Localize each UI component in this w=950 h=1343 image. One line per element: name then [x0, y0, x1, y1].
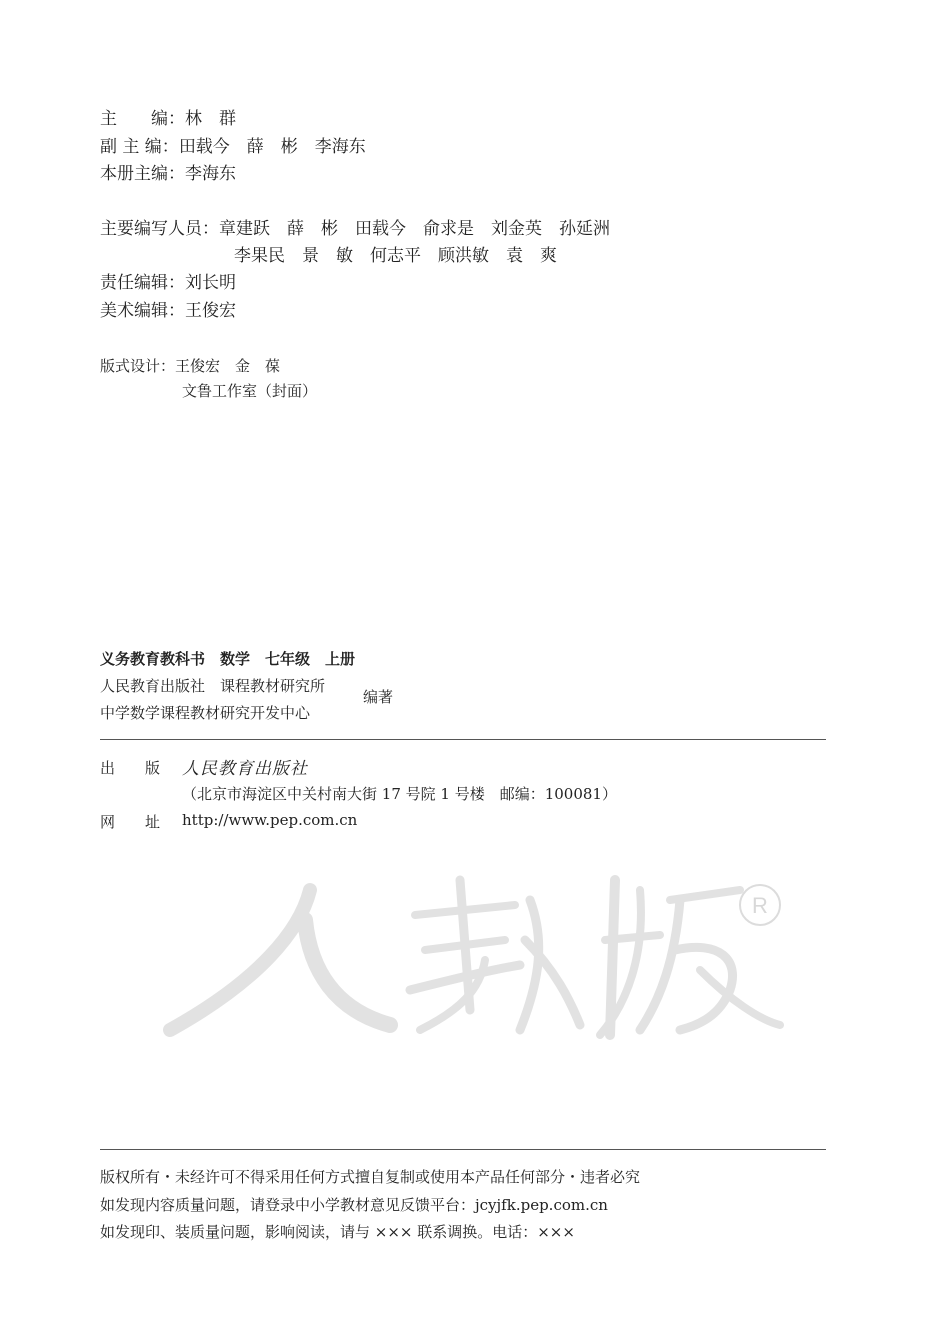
divider-bottom — [100, 1149, 826, 1150]
deputy-editor-line — [100, 132, 366, 157]
main-writers-label: 主要编写人员： — [100, 219, 219, 239]
compiler-org-1: 人民教育出版社 课程教材研究所 — [100, 677, 326, 695]
pep-watermark-logo — [160, 860, 800, 1050]
responsible-editor-line — [100, 268, 236, 293]
layout-design-value-2: 文鲁工作室（封面） — [182, 382, 318, 400]
main-writers-names-2: 李果民 景 敏 何志平 顾洪敏 袁 爽 — [234, 246, 557, 266]
layout-design-line — [100, 355, 280, 376]
compile-label: 编著 — [363, 688, 394, 706]
responsible-editor-value: 刘长明 — [185, 273, 236, 293]
print-issue-notice: 如发现印、装质量问题，影响阅读，请与 ××× 联系调换。电话：××× — [100, 1223, 575, 1241]
publisher-name-calligraphy: 人民教育出版社 — [182, 759, 308, 779]
chief-editor-line — [100, 104, 236, 129]
watermark-calligraphy-icon — [160, 860, 800, 1050]
deputy-editor-value: 田载今 薛 彬 李海东 — [178, 137, 366, 157]
volume-editor-line — [100, 159, 236, 184]
layout-design-value-1: 王俊宏 金 葆 — [175, 357, 281, 375]
deputy-editor-label: 副 主 编： — [100, 137, 179, 157]
art-editor-line — [100, 296, 236, 321]
chief-editor-value: 林 群 — [185, 109, 236, 129]
layout-design-label: 版式设计： — [100, 357, 176, 375]
publisher-address: （北京市海淀区中关村南大街 17 号院 1 号楼 邮编：100081） — [182, 785, 617, 803]
main-writers-names-1: 章建跃 薛 彬 田载今 俞求是 刘金英 孙延洲 — [219, 219, 610, 239]
website-label: 网 址 — [100, 813, 161, 831]
book-title: 义务教育教科书 数学 七年级 上册 — [100, 650, 356, 668]
volume-editor-label: 本册主编： — [100, 164, 185, 184]
main-writers-line — [100, 214, 610, 239]
website-url: http://www.pep.com.cn — [182, 811, 358, 829]
art-editor-value: 王俊宏 — [185, 301, 236, 321]
compiler-org-2: 中学数学课程教材研究开发中心 — [100, 704, 311, 722]
volume-editor-value: 李海东 — [185, 164, 236, 184]
responsible-editor-label: 责任编辑： — [100, 273, 185, 293]
content-feedback-notice: 如发现内容质量问题，请登录中小学教材意见反馈平台：jcyjfk.pep.com.cn — [100, 1196, 608, 1214]
copyright-notice: 版权所有・未经许可不得采用任何方式擅自复制或使用本产品任何部分・违者必究 — [100, 1168, 641, 1186]
svg-text:R: R — [752, 893, 768, 918]
divider-top — [100, 739, 826, 740]
art-editor-label: 美术编辑： — [100, 301, 185, 321]
chief-editor-label: 主 编： — [100, 109, 185, 129]
publish-label: 出 版 — [100, 759, 161, 777]
